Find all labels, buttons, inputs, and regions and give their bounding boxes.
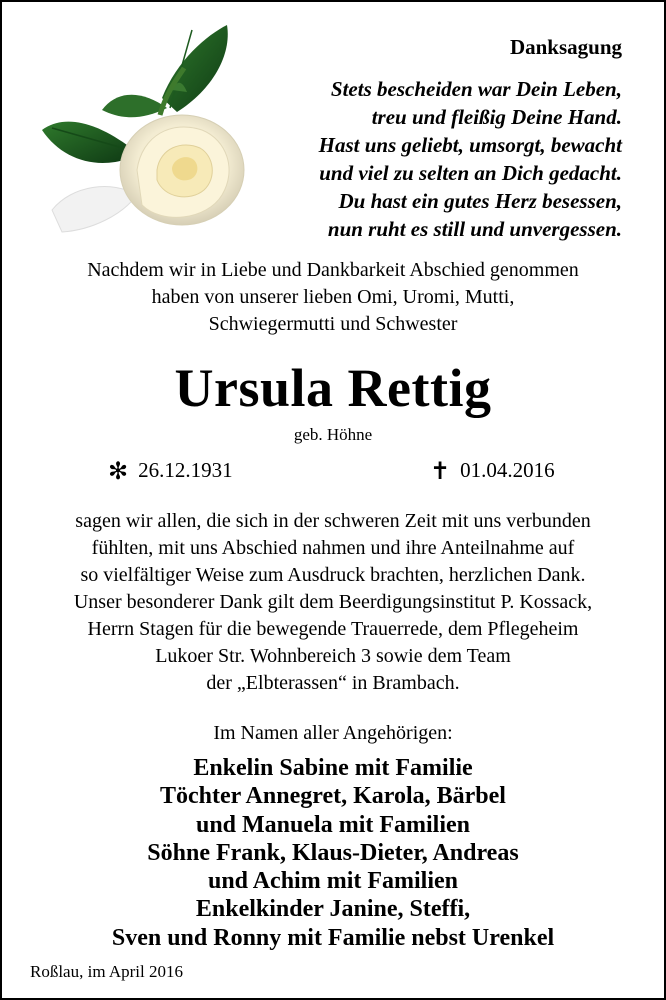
family-line: und Manuela mit Familien [195,811,471,838]
birth-date-group [108,458,233,483]
signed-intro: Im Namen aller Angehörigen: [213,722,453,744]
poem-line: Hast uns geliebt, umsorgt, bewacht [318,133,622,157]
star-icon: ✻ [108,456,129,485]
thanks-line: so vielfältiger Weise zum Ausdruck brachten, herzlichen Dank. [80,564,586,586]
poem-line: nun ruht es still und unvergessen. [327,217,622,241]
intro-line: Nachdem wir in Liebe und Dankbarkeit Abschied genommen [87,259,579,281]
thanks-line: der „Elbterassen“ in Brambach. [206,672,460,694]
family-line: Enkelkinder Janine, Steffi, [195,896,471,923]
death-date-group [430,458,555,483]
intro-line: Schwiegermutti und Schwester [208,313,458,335]
intro-text [2,257,664,338]
deceased-name: Ursula Rettig [174,358,492,418]
thanks-line: Unser besonderer Dank gilt dem Beerdigungsinstitut P. Kossack, [73,591,593,613]
poem-line: und viel zu selten an Dich gedacht. [319,161,622,185]
thanks-line: sagen wir allen, die sich in der schweren Zeit mit uns verbunden [75,510,591,532]
heading-danksagung: Danksagung [509,35,622,59]
thanks-line: fühlten, mit uns Abschied nahmen und ihre Anteilnahme auf [91,537,575,559]
family-line: und Achim mit Familien [207,868,459,895]
cross-icon: ✝ [430,456,451,485]
place-date: Roßlau, im April 2016 [30,962,183,981]
family-line: Enkelin Sabine mit Familie [193,755,473,781]
poem-line: Stets bescheiden war Dein Leben, [330,77,622,101]
poem-line: Du hast ein gutes Herz besessen, [338,189,622,213]
white-rose-image [42,20,262,245]
family-line: Sven und Ronny mit Familie nebst Urenkel [111,924,555,951]
intro-line: haben von unserer lieben Omi, Uromi, Mutti, [151,286,515,308]
birth-date: 26.12.1931 [138,458,233,482]
poem-line: treu und fleißig Deine Hand. [371,105,622,129]
poem [319,75,622,243]
thanks-line: Lukoer Str. Wohnbereich 3 sowie dem Team [155,645,511,667]
family-line: Töchter Annegret, Karola, Bärbel [160,783,506,810]
death-date: 01.04.2016 [460,458,555,482]
family-line: Söhne Frank, Klaus-Dieter, Andreas [147,839,519,866]
thanks-line: Herrn Stagen für die bewegende Trauerrede, dem Pflegeheim [87,618,579,640]
family-signatures [2,754,664,952]
thanks-text [2,508,664,697]
birth-name: geb. Höhne [293,425,373,444]
